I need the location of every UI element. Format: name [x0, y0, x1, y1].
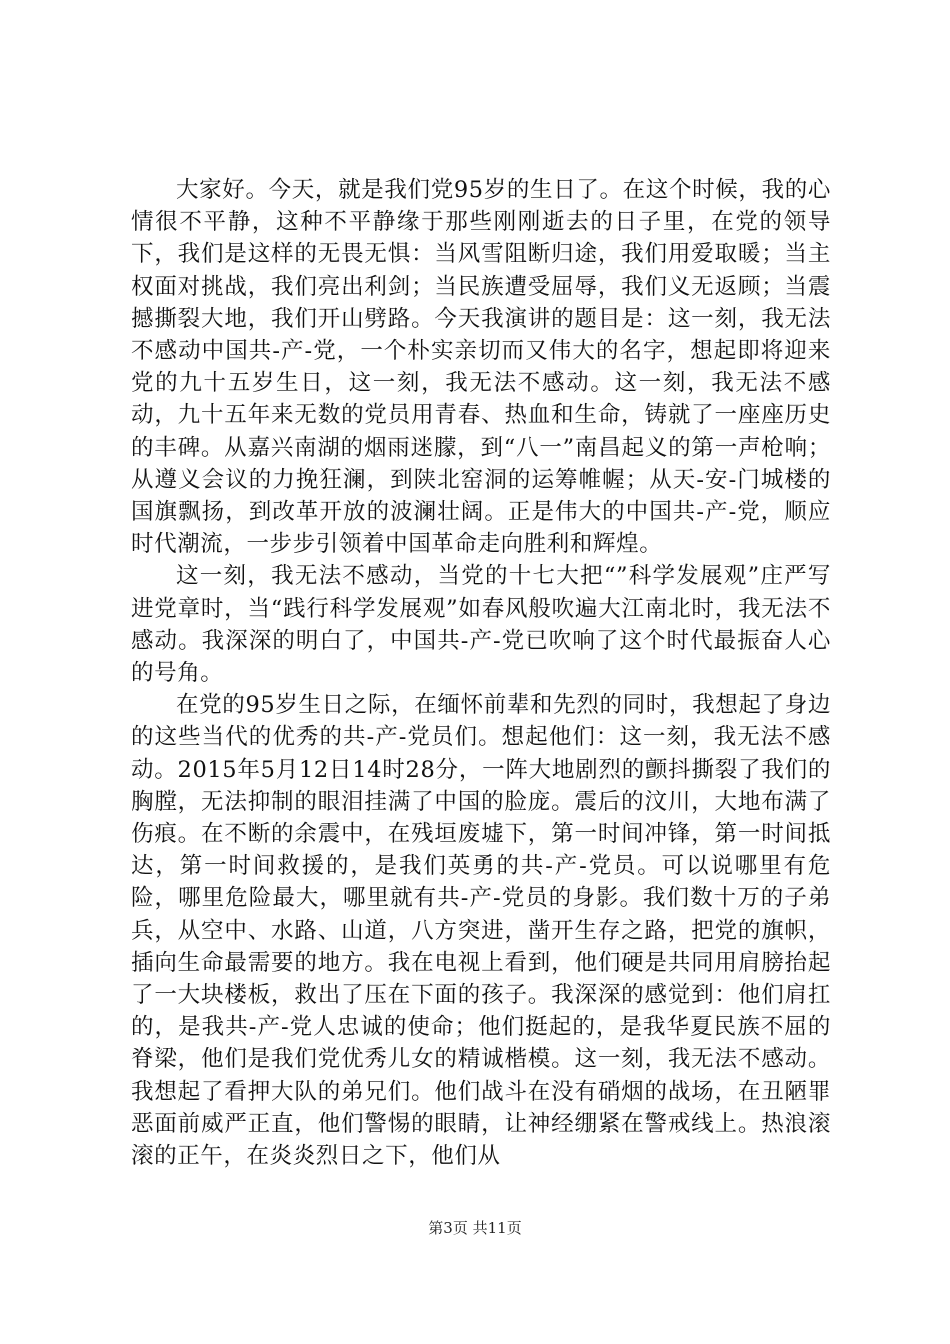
- paragraph-2: 这一刻，我无法不感动，当党的十七大把“”科学发展观”庄严写进党章时，当“践行科学发展观”如春风般吹遍大江南北时，我无法不感动。我深深的明白了，中国共-产-党已吹响了这个时代最振奋人心的号角。: [131, 563, 831, 687]
- paragraph-1: 大家好。今天，就是我们党95岁的生日了。在这个时候，我的心情很不平静，这种不平静缘于那些刚刚逝去的日子里，在党的领导下，我们是这样的无畏无惧：当风雪阻断归途，我们用爱取暖；当主权面对挑战，我们亮出利剑；当民族遭受屈辱，我们义无返顾；当震撼撕裂大地，我们开山劈路。今天我演讲的题目是：这一刻，我无法不感动中国共-产-党，一个朴实亲切而又伟大的名字，想起即将迎来党的九十五岁生日，这一刻，我无法不感动。这一刻，我无法不感动，九十五年来无数的党员用青春、热血和生命，铸就了一座座历史的丰碑。从嘉兴南湖的烟雨迷朦，到“八一”南昌起义的第一声枪响；从遵义会议的力挽狂澜，到陕北窑洞的运筹帷幄；从天-安-门城楼的国旗飘扬，到改革开放的波澜壮阔。正是伟大的中国共-产-党，顺应时代潮流，一步步引领着中国革命走向胜利和辉煌。: [131, 177, 831, 558]
- paragraph-3: 在党的95岁生日之际，在缅怀前辈和先烈的同时，我想起了身边的这些当代的优秀的共-产-党员们。想起他们：这一刻，我无法不感动。2015年5月12日14时28分，一阵大地剧烈的颤抖撕裂了我们的胸膛，无法抑制的眼泪挂满了中国的脸庞。震后的汶川，大地布满了伤痕。在不断的余震中，在残垣废墟下，第一时间冲锋，第一时间抵达，第一时间救援的，是我们英勇的共-产-党员。可以说哪里有危险，哪里危险最大，哪里就有共-产-党员的身影。我们数十万的子弟兵，从空中、水路、山道，八方突进，凿开生存之路，把党的旗帜，插向生命最需要的地方。我在电视上看到，他们硬是共同用肩膀抬起了一大块楼板，救出了压在下面的孩子。我深深的感觉到：他们肩扛的，是我共-产-党人忠诚的使命；他们挺起的，是我华夏民族不屈的脊梁，他们是我们党优秀儿女的精诚楷模。这一刻，我无法不感动。我想起了看押大队的弟兄们。他们战斗在没有硝烟的战场，在丑陋罪恶面前威严正直，他们警惕的眼睛，让神经绷紧在警戒线上。热浪滚滚的正午，在炎炎烈日之下，他们从: [131, 692, 831, 1170]
- document-body: [131, 174, 831, 1172]
- page-footer: 第3页 共11页: [428, 1219, 522, 1237]
